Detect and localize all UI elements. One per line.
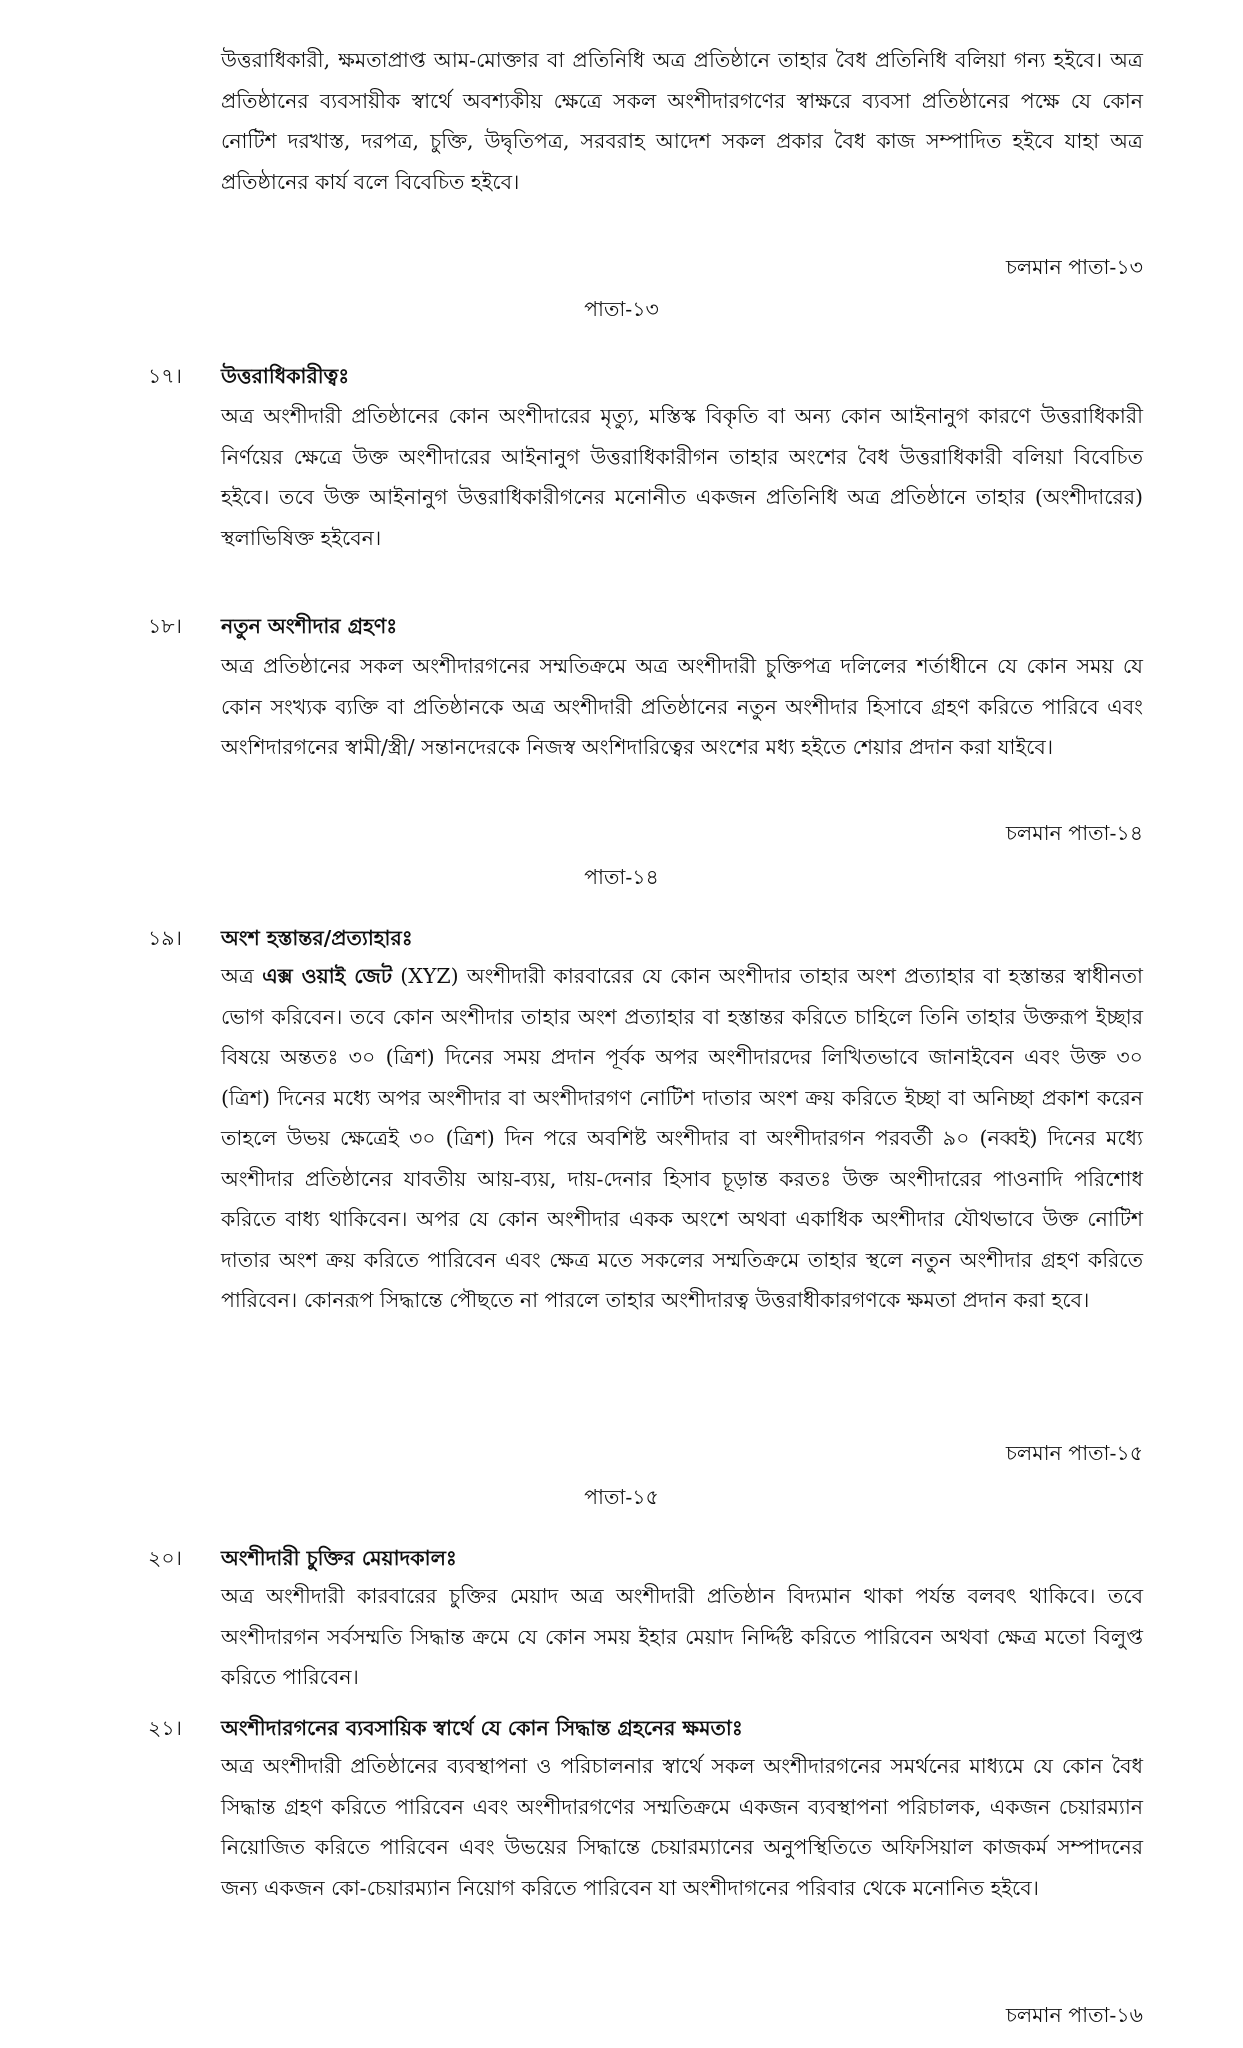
section-title: অংশীদারী চুক্তির মেয়াদকালঃ [221,1546,457,1570]
section-number: ১৮। [148,614,182,638]
section-body: অত্র অংশীদারী প্রতিষ্ঠানের কোন অংশীদারের মৃত্যু, মস্তিস্ক বিকৃতি বা অন্য কোন আইনানুগ কারণে উত্তরাধিকারী নির্ণয়ের ক্ষেত্রে উক্ত অংশীদারের আইনানুগ উত্তরাধিকারীগন তাহার অংশের বৈধ উত্তরাধিকারী বলিয়া বিবেচিত হইবে। তবে উক্ত আইনানুগ উত্তরাধিকারীগনের মনোনীত একজন প্রতিনিধি অত্র প্রতিষ্ঠানে তাহার (অংশীদারের) স্থলাভিষিক্ত হইবেন। [221,404,1143,550]
section-number: ২১। [148,1716,182,1740]
page-number: পাতা-১৩ [584,297,659,321]
section-title: উত্তরাধিকারীত্বঃ [221,364,350,388]
section-body: অত্র অংশীদারী কারবারের চুক্তির মেয়াদ অত্র অংশীদারী প্রতিষ্ঠান বিদ্যমান থাকা পর্যন্ত বলবৎ থাকিবে। তবে অংশীদারগন সর্বসম্মতি সিদ্ধান্ত ক্রমে যে কোন সময় ইহার মেয়াদ নির্দ্দিষ্ট করিতে পারিবেন অথবা ক্ষেত্র মতো বিলুপ্ত করিতে পারিবেন। [221,1584,1143,1689]
running-page-label: চলমান পাতা-১৫ [1005,1441,1143,1465]
section-body [221,956,1143,1321]
running-page-label: চলমান পাতা-১৩ [1005,255,1143,279]
running-page-label: চলমান পাতা-১৪ [1005,821,1143,845]
section-title: অংশীদারগনের ব্যবসায়িক স্বার্থে যে কোন সিদ্ধান্ত গ্রহনের ক্ষমতাঃ [221,1716,743,1740]
page-number: পাতা-১৫ [584,1485,659,1509]
section-body: অত্র প্রতিষ্ঠানের সকল অংশীদারগনের সম্মতিক্রমে অত্র অংশীদারী চুক্তিপত্র দলিলের শর্তাধীনে যে কোন সময় যে কোন সংখ্যক ব্যক্তি বা প্রতিষ্ঠানকে অত্র অংশীদারী প্রতিষ্ঠানের নতুন অংশীদার হিসাবে গ্রহণ করিতে পারিবে এবং অংশিদারগনের স্বামী/স্ত্রী/ সন্তানদেরকে নিজস্ব অংশিদারিত্বের অংশের মধ্য হইতে শেয়ার প্রদান করা যাইবে। [221,654,1143,759]
section-number: ১৭। [148,364,182,388]
section-body-rest: (XYZ) অংশীদারী কারবারের যে কোন অংশীদার তাহার অংশ প্রত্যাহার বা হস্তান্তর স্বাধীনতা ভোগ করিবেন। তবে কোন অংশীদার তাহার অংশ প্রত্যাহার বা হস্তান্তর করিতে চাহিলে তিনি তাহার উক্তরূপ ইচ্ছার বিষয়ে অন্ততঃ ৩০ (ত্রিশ) দিনের সময় প্রদান পূর্বক অপর অংশীদারদের লিখিতভাবে জানাইবেন এবং উক্ত ৩০ (ত্রিশ) দিনের মধ্যে অপর অংশীদার বা অংশীদারগণ নোটিশ দাতার অংশ ক্রয় করিতে ইচ্ছা বা অনিচ্ছা প্রকাশ করেন তাহলে উভয় ক্ষেত্রেই ৩০ (ত্রিশ) দিন পরে অবশিষ্ট অংশীদার বা অংশীদারগন পরবর্তী ৯০ (নব্বই) দিনের মধ্যে অংশীদার প্রতিষ্ঠানের যাবতীয় আয়-ব্যয়, দায়-দেনার হিসাব চূড়ান্ত করতঃ উক্ত অংশীদারের পাওনাদি পরিশোধ করিতে বাধ্য থাকিবেন। অপর যে কোন অংশীদার একক অংশে অথবা একাধিক অংশীদার যৌথভাবে উক্ত নোটিশ দাতার অংশ ক্রয় করিতে পারিবেন এবং ক্ষেত্র মতে সকলের সম্মতিক্রমে তাহার স্থলে নতুন অংশীদার গ্রহণ করিতে পারিবেন। কোনরূপ সিদ্ধান্তে পৌছতে না পারলে তাহার অংশীদারত্ব উত্তরাধীকারগণকে ক্ষমতা প্রদান করা হবে। [221,964,1144,1312]
page-number: পাতা-১৪ [584,865,659,889]
section-body: অত্র অংশীদারী প্রতিষ্ঠানের ব্যবস্থাপনা ও পরিচালনার স্বার্থে সকল অংশীদারগনের সমর্থনের মাধ্যমে যে কোন বৈধ সিদ্ধান্ত গ্রহণ করিতে পারিবেন এবং অংশীদারগণের সম্মতিক্রমে একজন ব্যবস্থাপনা পরিচালক, একজন চেয়ারম্যান নিয়োজিত করিতে পারিবেন এবং উভয়ের সিদ্ধান্তে চেয়ারম্যানের অনুপস্থিতিতে অফিসিয়াল কাজকর্ম সম্পাদনের জন্য একজন কো-চেয়ারম্যান নিয়োগ করিতে পারিবেন যা অংশীদাগনের পরিবার থেকে মনোনিত হইবে। [221,1754,1143,1900]
section-body-prefix: অত্র [221,964,263,988]
section-number: ১৯। [148,926,182,950]
section-number: ২০। [148,1546,182,1570]
running-page-label: চলমান পাতা-১৬ [1005,2003,1143,2027]
section-title: অংশ হস্তান্তর/প্রত্যাহারঃ [221,926,413,950]
section-title: নতুন অংশীদার গ্রহণঃ [221,614,398,638]
intro-paragraph: উত্তরাধিকারী, ক্ষমতাপ্রাপ্ত আম-মোক্তার বা প্রতিনিধি অত্র প্রতিষ্ঠানে তাহার বৈধ প্রতিনিধি বলিয়া গন্য হইবে। অত্র প্রতিষ্ঠানের ব্যবসায়ীক স্বার্থে অবশ্যকীয় ক্ষেত্রে সকল অংশীদারগণের স্বাক্ষরে ব্যবসা প্রতিষ্ঠানের পক্ষে যে কোন নোটিশ দরখাস্ত, দরপত্র, চুক্তি, উদ্বৃতিপত্র, সরবরাহ আদেশ সকল প্রকার বৈধ কাজ সম্পাদিত হইবে যাহা অত্র প্রতিষ্ঠানের কার্য বলে বিবেচিত হইবে। [221,48,1143,194]
company-name: এক্স ওয়াই জেট [262,964,393,988]
